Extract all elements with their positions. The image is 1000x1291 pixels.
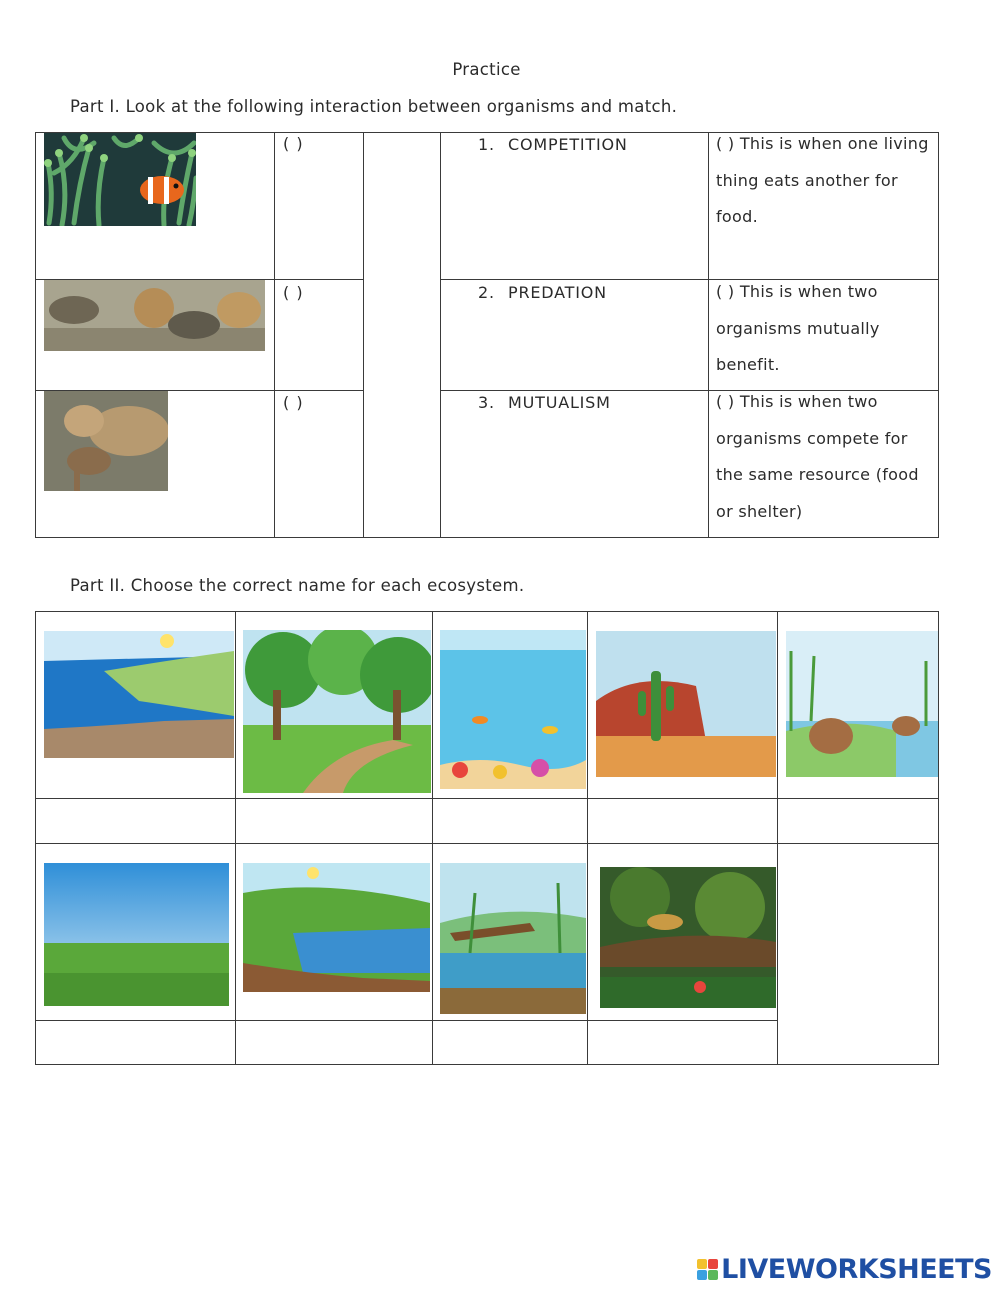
page-title: Practice	[452, 60, 521, 79]
description-3: ( ) This is when two organisms compete for the same resource (food or shelter)	[716, 392, 919, 521]
answer-box-2[interactable]	[236, 799, 432, 843]
swamp-illustration	[440, 863, 586, 1014]
answer-box-7[interactable]	[236, 1021, 432, 1064]
part2-heading: Part II. Choose the correct name for each ecosystem.	[70, 576, 525, 595]
liveworksheets-logo	[697, 1254, 992, 1284]
description-1: ( ) This is when one living thing eats another for food.	[716, 134, 929, 226]
term-mutualism: 3. MUTUALISM	[478, 393, 611, 412]
wetland-capybara-illustration	[786, 631, 938, 777]
answer-box-5[interactable]	[778, 799, 938, 843]
logo-text: LIVEWORKSHEETS	[721, 1253, 992, 1285]
match-blank-1[interactable]: ( )	[283, 134, 304, 153]
lioness-prey-photo	[44, 391, 168, 491]
rainforest-illustration	[600, 867, 776, 1008]
coastal-ocean-illustration	[44, 631, 234, 758]
forest-illustration	[243, 630, 431, 793]
answer-box-9[interactable]	[588, 1021, 777, 1064]
logo-badge-icon	[697, 1259, 718, 1280]
clownfish-anemone-photo	[44, 133, 196, 226]
hyenas-lions-photo	[44, 280, 265, 351]
match-blank-2[interactable]: ( )	[283, 283, 304, 302]
match-blank-3[interactable]: ( )	[283, 393, 304, 412]
term-predation: 2. PREDATION	[478, 283, 607, 302]
desert-illustration	[596, 631, 776, 777]
answer-box-6[interactable]	[36, 1021, 235, 1064]
term-competition: 1. COMPETITION	[478, 135, 628, 154]
lake-illustration	[243, 863, 430, 992]
answer-box-8[interactable]	[433, 1021, 587, 1064]
part1-heading: Part I. Look at the following interaction between organisms and match.	[70, 97, 678, 116]
coral-reef-illustration	[440, 630, 586, 789]
description-2: ( ) This is when two organisms mutually benefit.	[716, 282, 880, 374]
answer-box-1[interactable]	[36, 799, 235, 843]
answer-box-4[interactable]	[588, 799, 777, 843]
answer-box-3[interactable]	[433, 799, 587, 843]
grassland-illustration	[44, 863, 229, 1006]
